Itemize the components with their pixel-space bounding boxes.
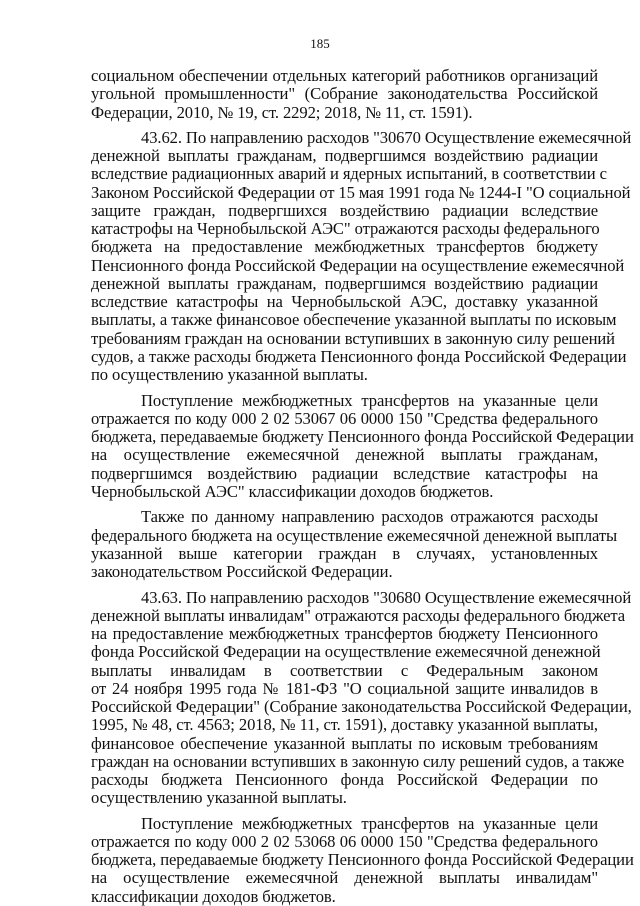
paragraph-line: угольной промышленности" (Собрание законодательства Российской [91,84,598,104]
paragraph-line: подвергшимся воздействию радиации вследствие катастрофы на [91,463,598,483]
paragraph-line: Федерации, 2010, № 19, ст. 2292; 2018, № 11, ст. 1591). [91,102,473,122]
paragraph-line: федерального бюджета на осуществление ежемесячной денежной выплаты [91,525,618,545]
paragraph-line: Поступление межбюджетных трансфертов на указанные цели [141,390,598,410]
paragraph-line: судов, а также расходы бюджета Пенсионного фонда Российской Федерации [91,346,627,366]
paragraph-line: граждан на основании вступивших в законную силу решений судов, а также [91,751,625,771]
paragraph-line: законодательством Российской Федерации. [91,562,393,582]
paragraph-line: 43.63. По направлению расходов "30680 Осуществление ежемесячной [141,587,632,607]
paragraph-line: Также по данному направлению расходов отражаются расходы [141,507,598,527]
paragraph-line: указанной выше категории граждан в случаях, установленных [91,543,598,563]
paragraph-line: расходы бюджета Пенсионного фонда Российской Федерации по [91,770,598,789]
paragraph-line: бюджета, передаваемые бюджету Пенсионного фонда Российской Федерации [91,850,634,870]
document-body [91,66,634,906]
paragraph-line: по осуществлению указанной выплаты. [91,365,368,385]
paragraph-line: отражается по коду 000 2 02 53068 06 0000 150 "Средства федерального [91,831,598,851]
paragraph-line: выплаты инвалидам в соответствии с Федеральным законом [91,660,598,680]
paragraph-line: на предоставление межбюджетных трансфертов бюджету Пенсионного [91,624,598,643]
paragraph-line: на осуществление ежемесячной денежной выплаты инвалидам" [91,868,598,888]
paragraph-line: социальном обеспечении отдельных категорий работников организаций [91,66,598,85]
paragraph [91,813,634,906]
paragraph-line: 43.62. По направлению расходов "30670 Осуществление ежемесячной [141,127,632,147]
paragraph-line: денежной выплаты гражданам, подвергшимся воздействию радиации [91,273,598,293]
paragraph-line: Законом Российской Федерации от 15 мая 1991 года № 1244-I "О социальной [91,182,631,202]
paragraph-line: 1995, № 48, ст. 4563; 2018, № 11, ст. 1591), доставку указанной выплаты, [91,715,598,735]
paragraph-line: отражается по коду 000 2 02 53067 06 0000 150 "Средства федерального [91,408,598,428]
paragraph-line: вследствие катастрофы на Чернобыльской АЭС, доставку указанной [91,292,598,312]
page-number: 185 [310,36,330,51]
paragraph-line: Поступление межбюджетных трансфертов на указанные цели [141,813,598,833]
paragraph-line: Пенсионного фонда Российской Федерации на осуществление ежемесячной [91,255,625,275]
paragraph [91,127,632,385]
paragraph-line: требованиям граждан на основании вступивших в законную силу решений [91,328,615,348]
paragraph-line: бюджета на предоставление межбюджетных трансфертов бюджету [91,237,598,257]
paragraph-line: от 24 ноября 1995 года № 181-ФЗ "О социальной защите инвалидов в [91,678,598,698]
paragraph-line: вследствие радиационных аварий и ядерных испытаний, в соответствии с [91,164,607,184]
paragraph [91,507,618,582]
paragraph-line: защите граждан, подвергшихся воздействию радиации вследствие [91,200,598,220]
paragraph [91,587,632,808]
paragraph-line: выплаты, а также финансовое обеспечение указанной выплаты по исковым [91,310,617,330]
paragraph-line: бюджета, передаваемые бюджету Пенсионного фонда Российской Федерации [91,427,634,447]
paragraph [91,67,598,122]
paragraph-line: денежной выплаты инвалидам" отражаются расходы федерального бюджета [91,605,626,625]
paragraph-line: катастрофы на Чернобыльской АЭС" отражаются расходы федерального [91,219,600,239]
paragraph-line: на осуществление ежемесячной денежной выплаты гражданам, [91,445,598,465]
paragraph-line: Российской Федерации" (Собрание законодательства Российской Федерации, [91,697,632,716]
paragraph-line: фонда Российской Федерации на осуществление ежемесячной денежной [91,642,601,662]
paragraph-line: осуществлению указанной выплаты. [91,788,347,808]
paragraph-line: классификации доходов бюджетов. [91,886,336,906]
paragraph-line: Чернобыльской АЭС" классификации доходов бюджетов. [91,481,494,501]
paragraph-line: финансовое обеспечение указанной выплаты по исковым требованиям [91,733,598,753]
paragraph [91,390,634,502]
paragraph-line: денежной выплаты гражданам, подвергшимся воздействию радиации [91,146,598,166]
